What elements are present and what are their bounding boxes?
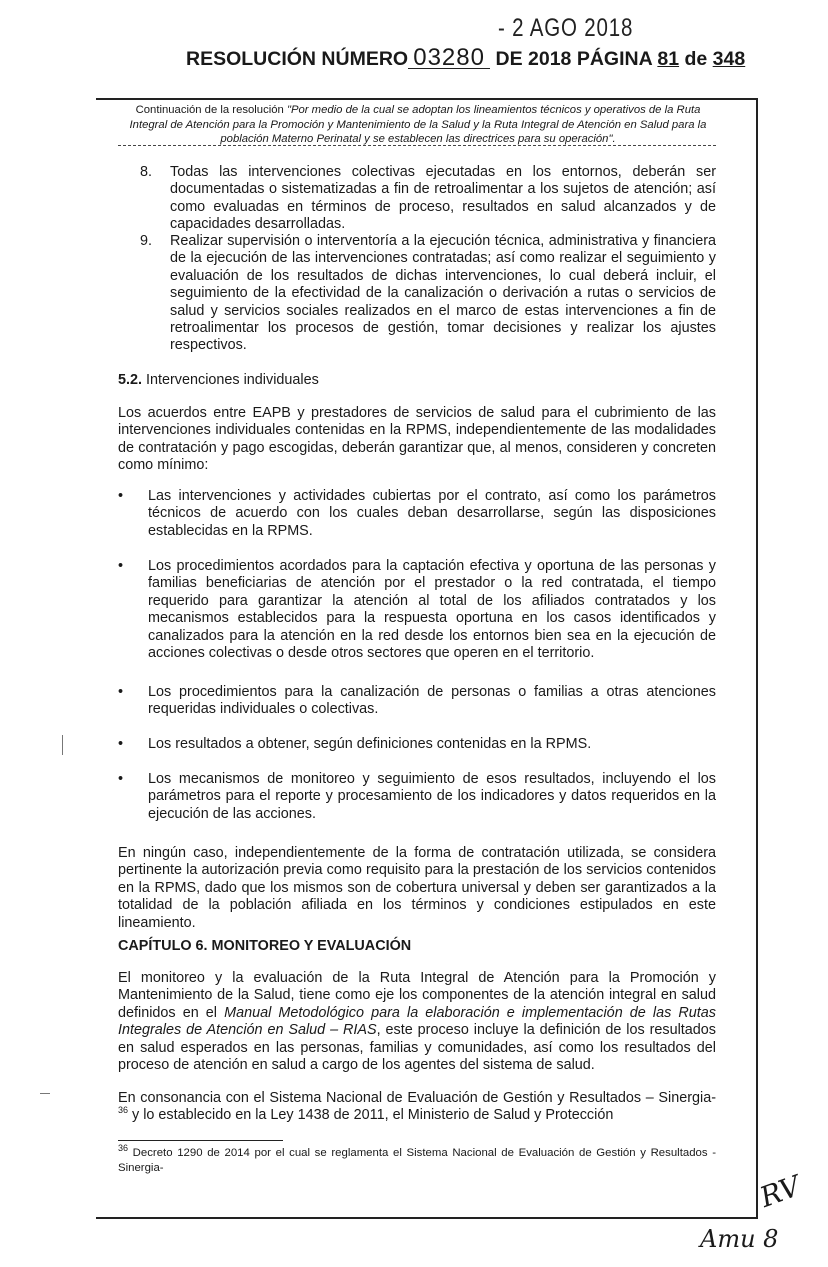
footnote-number: 36 (118, 1143, 129, 1154)
footnote-text: Decreto 1290 de 2014 por el cual se reglamenta el Sistema Nacional de Evaluación de Gestión y Resultados -Sinergia- (118, 1147, 716, 1174)
bullet-icon: • (118, 771, 124, 787)
paragraph: Los acuerdos entre EAPB y prestadores de servicios de salud para el cubrimiento de las intervenciones individuales contenidas en la RPMS, independientemente de las modalidades de contratación y pago escogidas, deberán garantizar que, al menos, consideren y concreten como mínimo: (118, 405, 716, 474)
total-pages: 348 (712, 48, 746, 70)
title-prefix: RESOLUCIÓN NÚMERO (186, 48, 409, 70)
continuation-lead: Continuación de la resolución (135, 104, 287, 116)
date-stamp: - 2 AGO 2018 (498, 14, 634, 42)
resolution-number: 03280 (408, 48, 490, 69)
manual-title: Manual Metodológico para la elaboración e implementación de las Rutas Integrales de Atención en Salud – RIAS (118, 1004, 716, 1039)
chapter-heading: CAPÍTULO 6. MONITOREO Y EVALUACIÓN (118, 938, 412, 954)
list-item (140, 233, 716, 355)
paragraph (118, 1090, 716, 1125)
initials-signature: RV (755, 1169, 805, 1214)
bullet-text: Los mecanismos de monitoreo y seguimiento de esos resultados, incluyendo el los parámetros para el reporte y procesamiento de los indicadores y datos requeridos en la ejecución de las acciones. (148, 771, 716, 822)
bullet-icon: • (118, 736, 124, 752)
continuation-quote: "Por medio de la cual se adoptan los lineamientos técnicos y operativos de la Ruta Integral de Atención para la Promoción y Mantenimiento de la Salud y la Ruta Integral de Atención en Salud para la población Materno Perinatal y se establecen las directrices para su operación". (129, 104, 707, 145)
bullet-item (118, 771, 716, 823)
text: El monitoreo y la evaluación de la Ruta Integral de Atención para la Promoción y Mantenimiento de la Salud, tiene como eje los componentes de la atención integral en salud definidos en el (118, 970, 716, 1021)
item-number: 9. (140, 233, 153, 249)
bullet-text: Los resultados a obtener, según definiciones contenidas en la RPMS. (148, 736, 592, 752)
handwritten-signature: Amu 8 (700, 1225, 779, 1253)
bullet-item (118, 736, 716, 753)
page-number: 81 (657, 48, 680, 70)
bullet-text: Las intervenciones y actividades cubiertas por el contrato, así como los parámetros técnicos de acuerdo con los cuales deban desarrollarse, según las disposiciones establecidas en la RPMS. (148, 488, 716, 539)
section-number: 5.2. (118, 372, 143, 388)
margin-mark (62, 735, 63, 755)
continuation-note (118, 103, 718, 147)
resolution-header (186, 44, 746, 71)
section-title: Intervenciones individuales (142, 372, 319, 388)
paragraph (118, 970, 716, 1074)
footnote-ref: 36 (118, 1105, 129, 1116)
item-number: 8. (140, 164, 153, 180)
bullet-item (118, 488, 716, 540)
text: y lo establecido en la Ley 1438 de 2011, el Ministerio de Salud y Protección (128, 1107, 614, 1124)
title-mid: DE 2018 PÁGINA (495, 48, 652, 70)
bullet-item (118, 684, 716, 719)
item-text: Todas las intervenciones colectivas ejecutadas en los entornos, deberán ser documentadas o sistematizadas a fin de retroalimentar a los sujetos de atención; así como evaluadas en términos de proceso, resultados en salud alcanzados y de capacidades desarrolladas. (170, 164, 716, 233)
dashed-divider (118, 145, 716, 146)
bullet-text: Los procedimientos acordados para la captación efectiva y oportuna de las personas y familias beneficiarias de atención por el prestador o la red contratada, el tiempo requerido para garantizar la atención al total de los afiliados contratados y los mecanismos establecidos para la respuesta oportuna en los casos identificados y canalizados para la atención en la red desde los entornos bien sea en la ejecución de acciones colectivas o desde otros sectores que operen en el territorio. (148, 558, 716, 662)
frame-bottom (96, 1217, 758, 1219)
item-text: Realizar supervisión o interventoría a la ejecución técnica, administrativa y financiera de la ejecución de las intervenciones contratadas; así como realizar el seguimiento y evaluación de los resultados de dichas intervenciones, lo cual deberá incluir, el seguimiento de la efectividad de la canalización o derivación a rutas o servicios de salud y servicios sociales realizados en el marco de estas intervenciones a fin de retroalimentar los procesos de gestión, tomar decisiones y realizar los ajustes respectivos. (170, 233, 716, 354)
bullet-text: Los procedimientos para la canalización de personas o familias a otras atenciones requeridas individuales o colectivas. (148, 684, 716, 718)
list-item (140, 164, 716, 234)
frame-right (756, 98, 758, 1218)
bullet-icon: • (118, 558, 124, 574)
frame-top (96, 98, 756, 100)
margin-mark (40, 1093, 50, 1094)
text: , este proceso incluye la definición de los resultados en salud esperados en las personas, familias y comunidades, así como los resultados del proceso de atención en salud a cargo de los agentes del sistema de salud. (118, 1022, 716, 1074)
footnote-rule (118, 1140, 283, 1141)
section-heading (118, 372, 716, 389)
bullet-icon: • (118, 684, 124, 700)
bullet-item (118, 558, 716, 662)
paragraph: En ningún caso, independientemente de la forma de contratación utilizada, se considera pertinente la autorización previa como requisito para la prestación de los servicios contenidos en la RPMS, dado que los mismos son de cobertura universal y deben ser garantizados a la totalidad de la población afiliada en los términos y condiciones estipulados en este lineamiento. (118, 845, 716, 931)
footnote (118, 1143, 716, 1175)
text: En consonancia con el Sistema Nacional de Evaluación de Gestión y Resultados – Sinergia- (118, 1090, 716, 1106)
bullet-icon: • (118, 488, 124, 504)
page-of: de (684, 48, 708, 70)
